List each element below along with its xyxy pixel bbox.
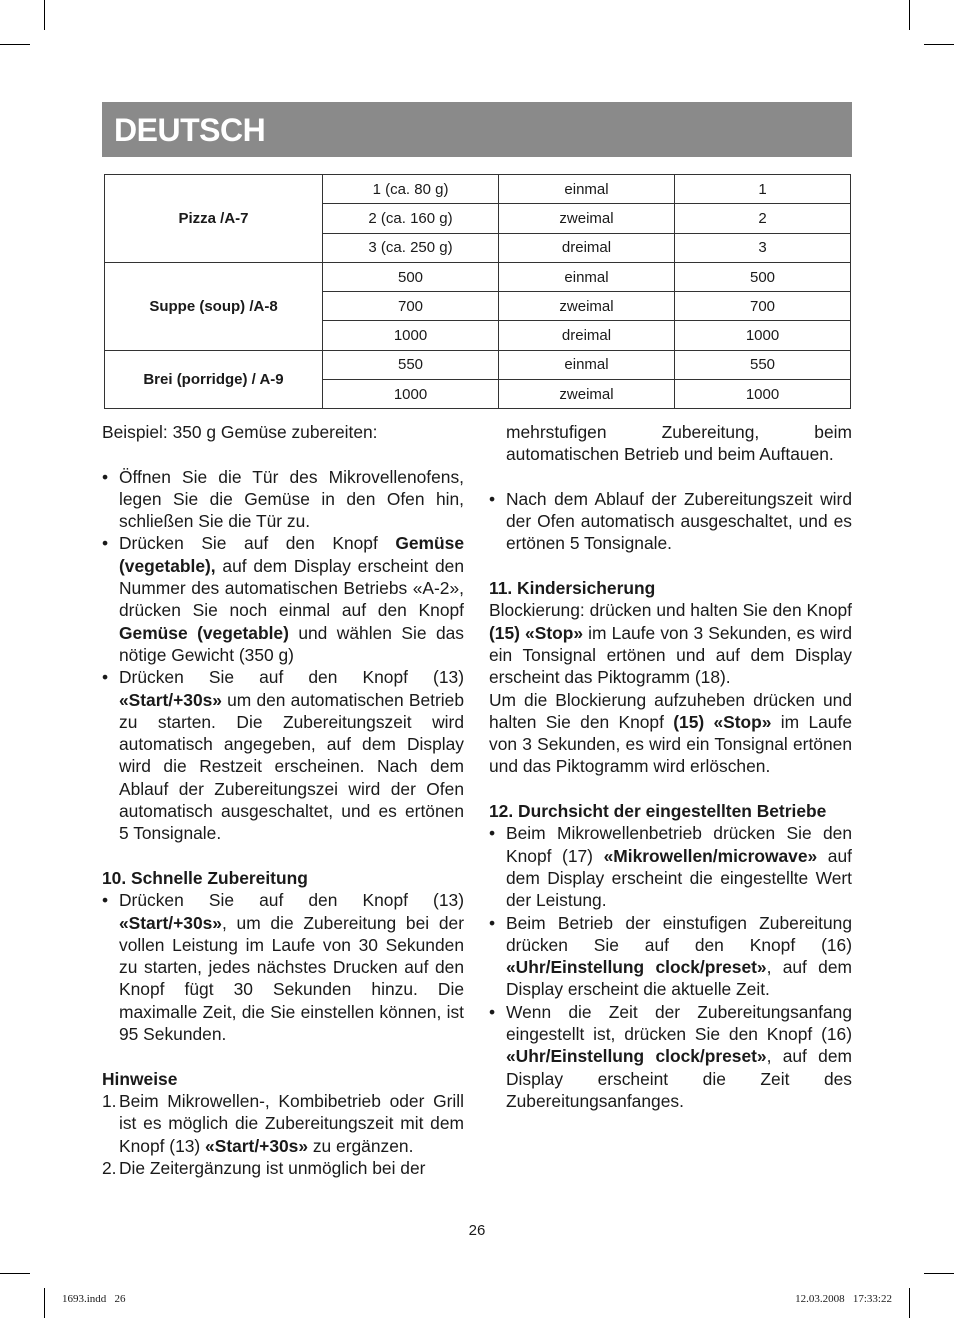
table-cell: 1000 [675,321,851,350]
numbered-item: 2. Die Zeitergänzung ist unmöglich bei der [102,1157,426,1178]
paragraph: Blockierung: drücken und halten Sie den Knopf (15) «Stop» im Laufe von 3 Sekunden, es wird ein Tonsignal ertönen und auf dem Display erscheint das Piktogramm (18). [489,600,852,688]
bullet: • [489,488,496,509]
example-intro: Beispiel: 350 g Gemüse zubereiten: [102,422,378,442]
list-item: • Beim Mikrowellenbetrieb drücken Sie den Knopf (17) «Mikrowellen/microwave» auf dem Display erscheint die eingestellte Wert der Leistung. [489,823,852,911]
section-heading: 10. Schnelle Zubereitung [102,867,308,888]
language-header [102,102,852,157]
footer-timestamp: 12.03.2008 17:33:22 [795,1293,892,1305]
list-item: • Öffnen Sie die Tür des Mikrovellenofens, legen Sie die Gemüse in den Ofen hin, schließen Sie die Tür zu. [102,466,464,532]
table-cell: einmal [499,262,675,291]
left-column [102,421,464,1179]
list-item: • Drücken Sie auf den Knopf Gemüse (vegetable), auf dem Display erscheint den Nummer des automatischen Betriebs «A-2», drücken Sie noch einmal auf den Knopf Gemüse (vegetable) und wählen Sie das nötige Gewicht (350 g) [102,533,464,665]
list-item: • Wenn die Zeit der Zubereitungsanfang eingestellt ist, drücken Sie den Knopf (16) «Uhr/Einstellung clock/preset», auf dem Display erscheint die Zeit des Zubereitungsanfanges. [489,1001,852,1111]
table-cell: 1000 [323,321,499,350]
table-cell: 550 [323,350,499,379]
crop-mark [924,1273,954,1274]
section-heading: 12. Durchsicht der eingestellten Betriebe [489,801,827,822]
table-cell: 3 (ca. 250 g) [323,233,499,262]
continued-text: mehrstufigen Zubereitung, beim automatischen Betrieb und beim Auftauen. [506,422,852,465]
table-cell: 550 [675,350,851,379]
bullet: • [102,667,109,688]
category-cell: Suppe (soup) /A-8 [105,262,323,350]
table-cell: zweimal [499,380,675,409]
table-cell: 1 [675,175,851,204]
table-cell: 500 [675,262,851,291]
table-cell: 500 [323,262,499,291]
auto-program-table [104,174,851,409]
crop-mark [44,0,45,30]
bullet: • [102,533,109,554]
table-row [105,262,851,291]
crop-mark [0,44,30,45]
table-cell: 700 [323,292,499,321]
list-item: • Beim Betrieb der einstufigen Zubereitung drücken Sie auf den Knopf (16) «Uhr/Einstellung clock/preset», auf dem Display erscheint die aktuelle Zeit. [489,912,852,1000]
bullet: • [489,912,496,933]
footer-file-info: 1693.indd 26 [62,1293,126,1305]
table-cell: 2 [675,204,851,233]
table-cell: 2 (ca. 160 g) [323,204,499,233]
table-cell: 1 (ca. 80 g) [323,175,499,204]
table-cell: 1000 [323,380,499,409]
list-item: • Drücken Sie auf den Knopf (13) «Start/+30s», um die Zubereitung bei der vollen Leistung im Laufe von 30 Sekunden zu starten, jedes nächstes Drucken auf den Knopf fügt 30 Sekunden hinzu. Die maximalle Zeit, die Sie einstellen können, ist 95 Sekunden. [102,890,464,1045]
crop-mark [909,0,910,30]
list-item: • Drücken Sie auf den Knopf (13) «Start/+30s» um den automatischen Betrieb zu starten. Die Zubereitungszeit wird automatisch angegeben, auf dem Display wird die Restzeit erscheinen. Nach dem Ablauf der Zubereitungszei wird der Ofen automatisch ausgeschaltet, und es ertönen 5 Tonsignale. [102,667,464,844]
bullet: • [489,823,496,844]
paragraph: Um die Blockierung aufzuheben drücken und halten Sie den Knopf (15) «Stop» im Laufe von 3 Sekunden, es wird ein Tonsignal ertönen und das Piktogramm wird erlöschen. [489,689,852,777]
table-cell: dreimal [499,233,675,262]
numbered-item: 1. Beim Mikrowellen-, Kombibetrieb oder Grill ist es möglich die Zubereitungszeit mit dem Knopf (13) «Start/+30s» zu ergänzen. [102,1090,464,1156]
section-heading: 11. Kindersicherung [489,578,656,599]
table-cell: 700 [675,292,851,321]
table-cell: einmal [499,350,675,379]
page-number: 26 [468,1222,486,1239]
crop-mark [0,1273,30,1274]
right-column [489,421,852,1112]
notes-heading: Hinweise [102,1068,178,1089]
bullet: • [489,1001,496,1022]
table-cell: zweimal [499,292,675,321]
table-row [105,175,851,204]
bullet: • [102,466,109,487]
table-cell: 1000 [675,380,851,409]
table-cell: dreimal [499,321,675,350]
list-item: • Nach dem Ablauf der Zubereitungszeit wird der Ofen automatisch ausgeschaltet, und es ertönen 5 Tonsignale. [489,488,852,554]
page-title: DEUTSCH [114,112,266,148]
crop-mark [44,1288,45,1318]
bullet: • [102,890,109,911]
category-cell: Brei (porridge) / A-9 [105,350,323,409]
crop-mark [909,1288,910,1318]
crop-mark [924,44,954,45]
table-cell: 3 [675,233,851,262]
category-cell: Pizza /A-7 [105,175,323,263]
table-row [105,350,851,379]
table-cell: einmal [499,175,675,204]
table-cell: zweimal [499,204,675,233]
